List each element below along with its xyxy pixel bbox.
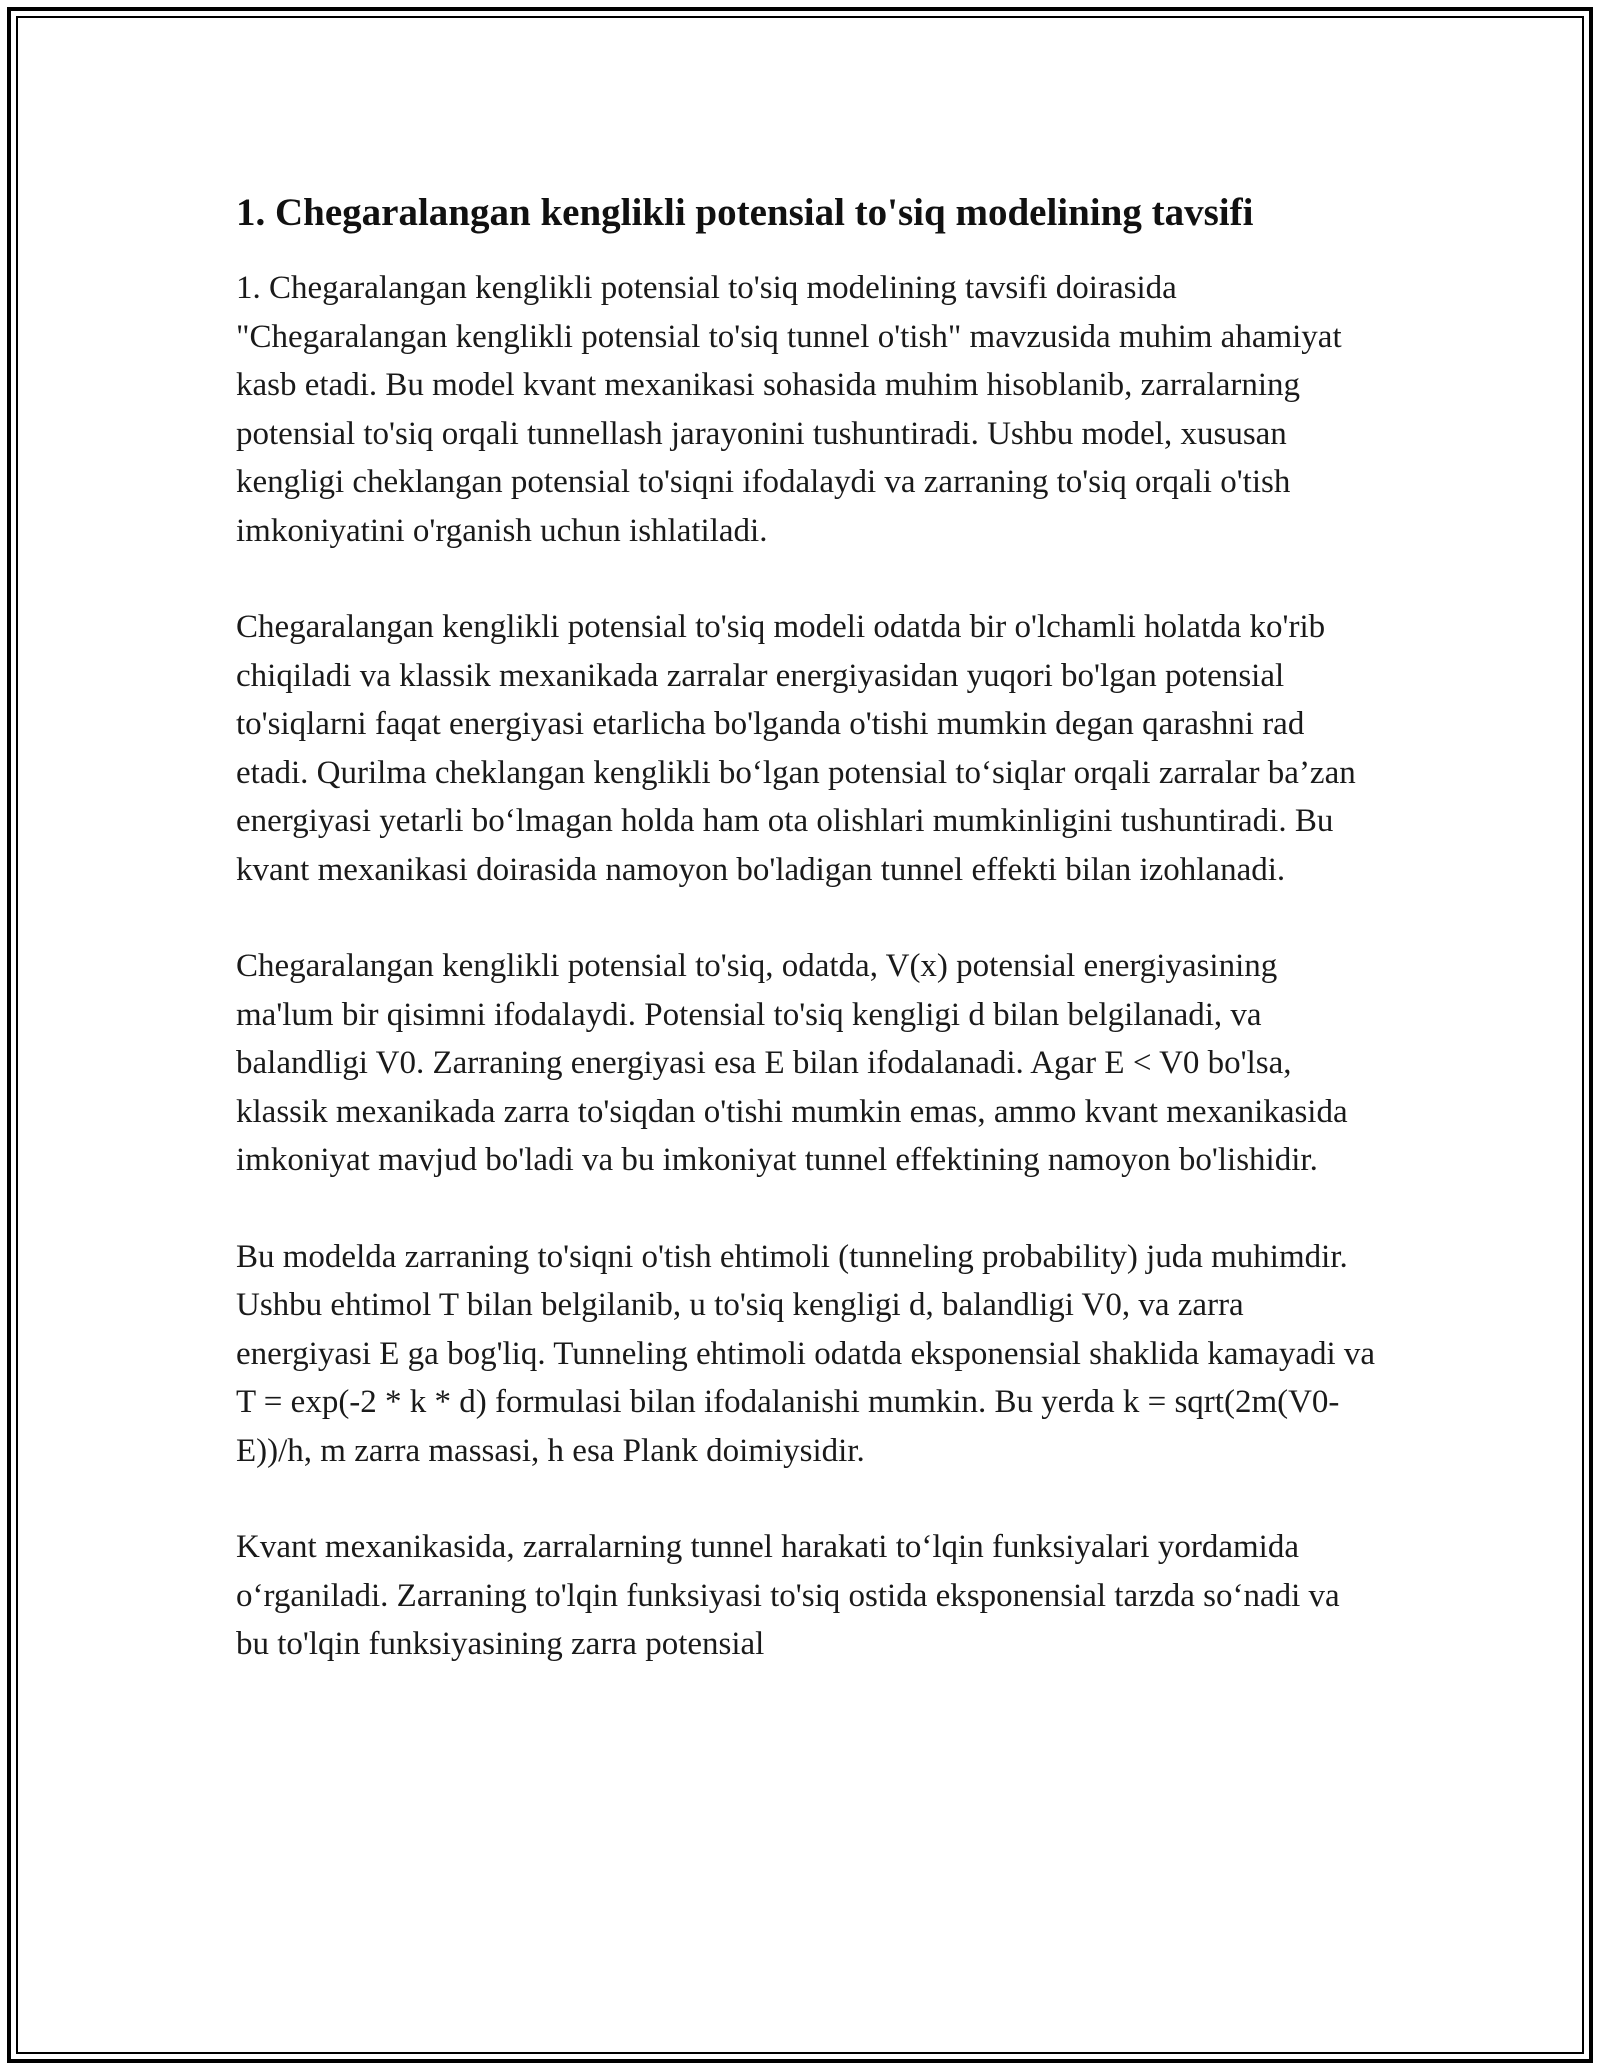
paragraph-5: Kvant mexanikasida, zarralarning tunnel harakati to‘lqin funksiyalari yordamida o‘rganiladi. Zarraning to'lqin funksiyasi to'siq ostida eksponensial tarzda so‘nadi va bu to'lqin funksiyasining zarra potensial (236, 1529, 1340, 1662)
paragraph-2: Chegaralangan kenglikli potensial to'siq modeli odatda bir o'lchamli holatda ko'rib chiqiladi va klassik mexanikada zarralar energiyasidan yuqori bo'lgan potensial to'siqlarni faqat energiyasi etarlicha bo'lganda o'tishi mumkin degan qarashni rad etadi. Qurilma cheklangan kenglikli bo‘lgan potensial to‘siqlar orqali zarralar ba’zan energiyasi yetarli bo‘lmagan holda ham ota olishlari mumkinligini tushuntiradi. Bu kvant mexanikasi doirasida namoyon bo'ladigan tunnel effekti bilan izohlanadi. (236, 609, 1356, 888)
paragraph-1: 1. Chegaralangan kenglikli potensial to'siq modelining tavsifi doirasida "Chegaralangan kenglikli potensial to'siq tunnel o'tish" mavzusida muhim ahamiyat kasb etadi. Bu model kvant mexanikasi sohasida muhim hisoblanib, zarralarning potensial to'siq orqali tunnellash jarayonini tushuntiradi. Ushbu model, xususan kengligi cheklangan potensial to'siqni ifodalaydi va zarraning to'siq orqali o'tish imkoniyatini o'rganish uchun ishlatiladi. (236, 270, 1342, 549)
paragraph-3: Chegaralangan kenglikli potensial to'siq, odatda, V(x) potensial energiyasining ma'lum bir qisimni ifodalaydi. Potensial to'siq kengligi d bilan belgilanadi, va balandligi V0. Zarraning energiyasi esa E bilan ifodalanadi. Agar E < V0 bo'lsa, klassik mexanikada zarra to'siqdan o'tishi mumkin emas, ammo kvant mexanikasida imkoniyat mavjud bo'ladi va bu imkoniyat tunnel effektining namoyon bo'lishidir. (236, 948, 1348, 1178)
document-body (236, 188, 1376, 1717)
page-title: 1. Chegaralangan kenglikli potensial to'siq modelining tavsifi (236, 191, 1254, 234)
paragraph-4: Bu modelda zarraning to'siqni o'tish ehtimoli (tunneling probability) juda muhimdir. Ushbu ehtimol T bilan belgilanib, u to'siq kengligi d, balandligi V0, va zarra energiyasi E ga bog'liq. Tunneling ehtimoli odatda eksponensial shaklida kamayadi va T = exp(-2 * k * d) formulasi bilan ifodalanishi mumkin. Bu yerda k = sqrt(2m(V0-E))/h, m zarra massasi, h esa Plank doimiysidir. (236, 1238, 1376, 1469)
